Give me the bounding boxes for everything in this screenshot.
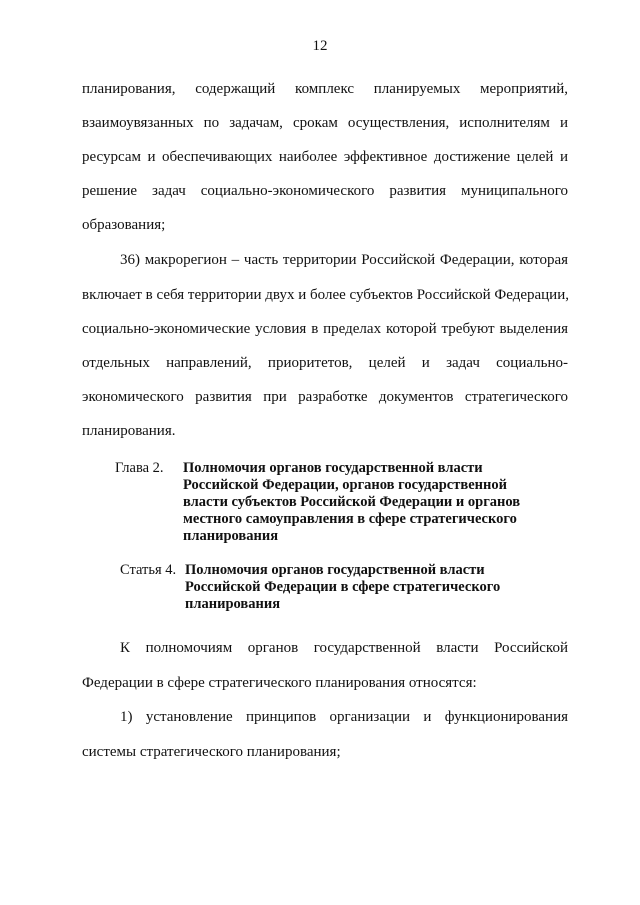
- text-line: отдельных направлений, приоритетов, целей и задач социально-: [82, 355, 568, 371]
- text-line: включает в себя территории двух и более субъектов Российской Федерации,: [82, 287, 569, 303]
- text-line: планирования.: [82, 423, 176, 439]
- article-label: Статья 4.: [120, 562, 177, 578]
- text-line: образования;: [82, 217, 166, 233]
- text-line: К полномочиям органов государственной власти Российской: [120, 640, 568, 656]
- text-line: Федерации в сфере стратегического планирования относятся:: [82, 675, 477, 691]
- text-line: взаимоувязанных по задачам, срокам осуществления, исполнителям и: [82, 115, 568, 131]
- text-line: ресурсам и обеспечивающих наиболее эффективное достижение целей и: [82, 149, 568, 165]
- text-line: планирования, содержащий комплекс планируемых мероприятий,: [82, 81, 568, 97]
- chapter-label: Глава 2.: [115, 460, 164, 476]
- page-number: 12: [312, 38, 328, 54]
- text-line: социально-экономические условия в пределах которой требуют выделения: [82, 321, 568, 337]
- text-line: 1) установление принципов организации и функционирования: [120, 709, 568, 725]
- text-line: решение задач социально-экономического развития муниципального: [82, 183, 568, 199]
- text-line: 36) макрорегион – часть территории Российской Федерации, которая: [120, 252, 568, 268]
- article-title: Полномочия органов государственной власти Российской Федерации в сфере стратегического планирования: [185, 562, 501, 612]
- chapter-title: Полномочия органов государственной власти Российской Федерации, органов государственной власти субъектов Российской Федерации и органов местного самоуправления в сфере стратегического планирования: [183, 460, 521, 544]
- text-line: экономического развития при разработке документов стратегического: [82, 389, 568, 405]
- text-line: системы стратегического планирования;: [82, 744, 341, 760]
